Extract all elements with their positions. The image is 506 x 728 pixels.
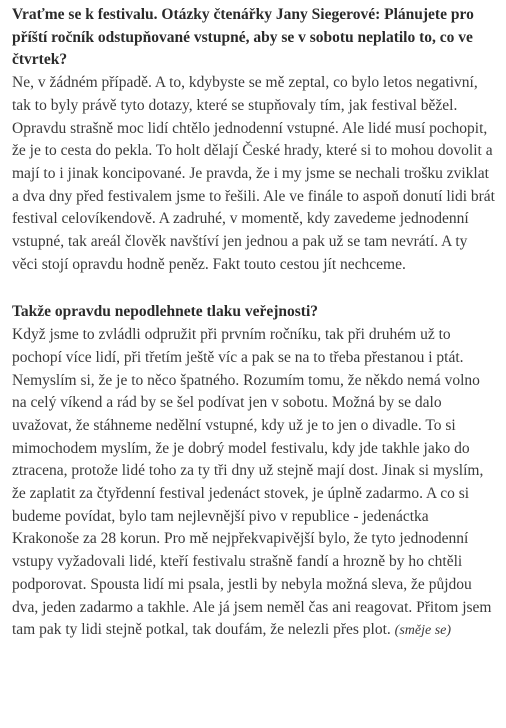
qa-block: [12, 4, 496, 276]
qa-block: [12, 301, 496, 643]
stage-note: (směje se): [394, 623, 452, 639]
interview-answer-paragraph: [12, 324, 496, 643]
interview-question: Takže opravdu nepodlehnete tlaku veřejnosti?: [12, 303, 319, 321]
interview-answer: Ne, v žádném případě. A to, kdybyste se mě zeptal, co bylo letos negativní, tak to byly právě tyto dotazy, které se stupňovaly tím, jak festival běžel. Opravdu strašně moc lidí chtělo jednodenní vstupné. Ale lidé musí pochopit, že je to cesta do pekla. To holt dělají České hrady, které si to mohou dovolit a mají to i jinak koncipované. Je pravda, že i my jsme se nechali trošku zviklat a dva dny před festivalem jsme to řešili. Ale ve finále to aspoň donutí lidi brát festival celovíkendově. A zadruhé, v momentě, kdy zavedeme jednodenní vstupné, tak areál člověk navštíví jen jednou a pak už se tam nevrátí. A ty věci stojí opravdu hodně peněz. Fakt touto cestou jít nechceme.: [12, 74, 495, 273]
interview-answer: Když jsme to zvládli odpružit při prvním ročníku, tak při druhém už to pochopí více lidí, při třetím ještě víc a pak se na to třeba přestanou i ptát. Nemyslím si, že je to něco špatného. Rozumím tomu, že někdo nemá volno na celý víkend a rád by se šel podívat jen v sobotu. Možná by se dalo uvažovat, že stáhneme nedělní vstupné, kdy už je to jen o divadle. To si mimochodem myslím, že je dobrý model festivalu, kdy jde takhle jako do ztracena, protože lidé toho za ty tři dny už stejně mají dost. Jinak si myslím, že zaplatit za čtyřdenní festival jedenáct stovek, je úplně zadarmo. A co si budeme povídat, bylo tam nejlevnější pivo v republice - jedenáctka Krakonoše za 28 korun. Pro mě nejpřekvapivější bylo, že tyto jednodenní vstupy vyžadovali lidé, kteří festivalu strašně fandí a hrozně by ho chtěli podporovat. Spousta lidí mi psala, jestli by nebyla možná sleva, že půjdou dva, jeden zadarmo a takhle. Ale já jsem neměl čas ani reagovat. Přitom jsem tam pak ty lidi stejně potkal, tak doufám, že nelezli přes plot.: [12, 326, 492, 639]
interview-question: Vraťme se k festivalu. Otázky čtenářky Jany Siegerové: Plánujete pro příští ročník odstupňované vstupné, aby se v sobotu neplatilo to, co ve čtvrtek?: [12, 6, 474, 69]
